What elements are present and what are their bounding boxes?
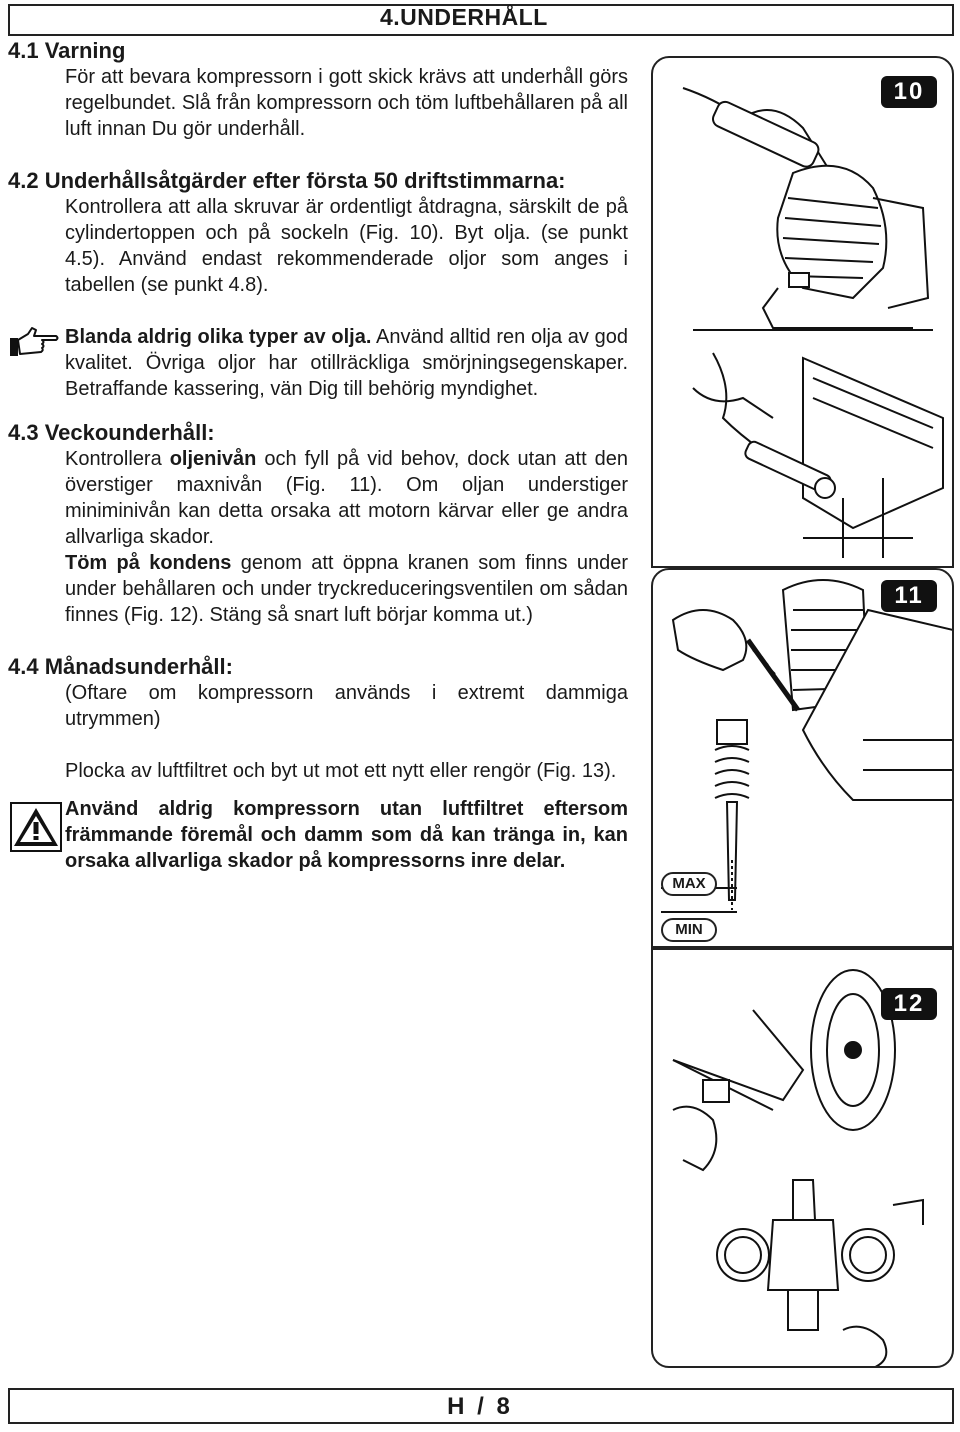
figure-11-badge: 11 bbox=[881, 580, 937, 612]
oil-note bbox=[8, 324, 628, 402]
page-title: 4.UNDERHÅLL bbox=[380, 4, 548, 30]
filter-warning-text: Använd aldrig kompressorn utan luftfiltret eftersom främmande föremål och damm som då kan tränga in, kan orsaka allvarliga skador på kompressorns inre delar. bbox=[65, 798, 628, 872]
section-4-1-heading: 4.1 Varning bbox=[8, 38, 126, 63]
oil-note-text bbox=[65, 324, 628, 402]
figure-10-panel bbox=[651, 56, 954, 568]
s43-t2: och fyll på vid behov, dock utan att den överstiger maxnivån (Fig. 11). Om oljan understiger miniminivån kan detta orsaka att motorn kärvar eller ge andra allvarliga skador. bbox=[65, 448, 629, 548]
oil-note-bold: Blanda aldrig olika typer av olja. bbox=[65, 326, 372, 348]
section-4-3-heading: 4.3 Veckounderhåll: bbox=[8, 420, 215, 445]
section-4-4-text2: Plocka av luftfiltret och byt ut mot ett nytt eller rengör (Fig. 13). bbox=[65, 760, 617, 782]
figure-12-panel bbox=[651, 948, 954, 1368]
section-4-2-heading: 4.2 Underhållsåtgärder efter första 50 driftstimmarna: bbox=[8, 168, 566, 193]
s43-oil-level: oljenivån bbox=[169, 448, 257, 470]
section-4-4-text1: (Oftare om kompressorn används i extremt dammiga utrymmen) bbox=[65, 682, 628, 730]
figure-12-badge: 12 bbox=[881, 988, 937, 1020]
s43-drain: Töm på kondens bbox=[65, 552, 232, 574]
figure-10-illustration bbox=[653, 58, 954, 568]
warning-icon bbox=[10, 802, 62, 852]
section-4-4-heading: 4.4 Månadsunderhåll: bbox=[8, 654, 233, 679]
page-number: H / 8 bbox=[447, 1393, 513, 1420]
max-label: MAX bbox=[661, 872, 717, 896]
figure-11-panel bbox=[651, 568, 954, 948]
oil-note-rest: Använd alltid ren olja av god kvalitet. Övriga oljor har otillräckliga smörjningsegenskaper. Betraffande kassering, vän Dig till behörig myndighet. bbox=[65, 326, 629, 400]
filter-warning bbox=[8, 796, 628, 874]
figure-10-badge: 10 bbox=[881, 76, 937, 108]
min-label: MIN bbox=[661, 918, 717, 942]
s43-t3: genom att öppna kranen som finns under under behållaren och under tryckreduceringsventilen om sådan finnes (Fig. 12). Stäng så snart luft börjar komma ut.) bbox=[65, 552, 629, 626]
section-4-3-text bbox=[65, 446, 628, 628]
section-4-1-text: För att bevara kompressorn i gott skick krävs att underhåll görs regelbundet. Slå från kompressorn och töm luftbehållaren på all luft innan Du gör underhåll. bbox=[65, 66, 628, 140]
section-4-2-text: Kontrollera att alla skruvar är ordentligt åtdragna, särskilt de på cylindertoppen och på sockeln (Fig. 10). Byt olja. (se punkt 4.5). Använd endast rekommenderade oljor som anges i tabellen (se punkt 4.8). bbox=[65, 196, 628, 296]
pointing-hand-icon bbox=[8, 326, 60, 360]
text-column bbox=[8, 38, 628, 874]
s43-t1: Kontrollera bbox=[65, 448, 170, 470]
